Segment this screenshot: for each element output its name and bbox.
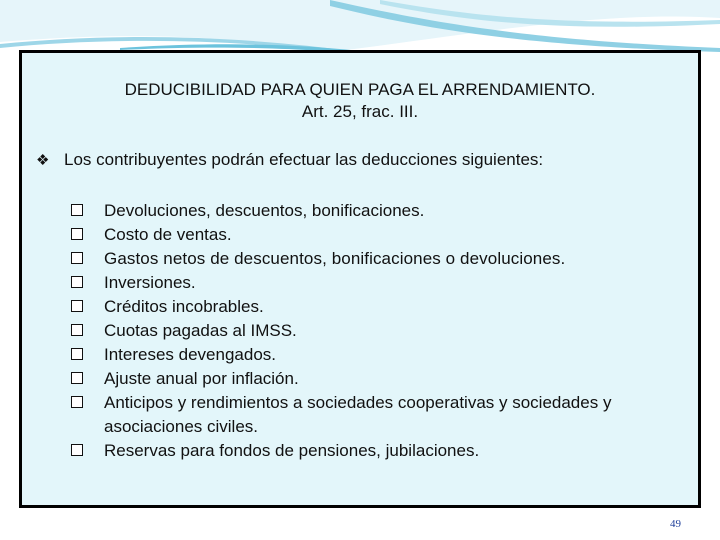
list-item [71, 391, 701, 439]
square-bullet-icon [71, 300, 83, 312]
square-bullet-icon [71, 276, 83, 288]
square-bullet-icon [71, 252, 83, 264]
list-item [71, 367, 701, 391]
list-item [71, 247, 701, 271]
list-item [71, 343, 701, 367]
list-item [71, 295, 701, 319]
list-item-text: Cuotas pagadas al IMSS. [104, 321, 297, 340]
list-item-text: Ajuste anual por inflación. [104, 369, 299, 388]
intro-text: Los contribuyentes podrán efectuar las deducciones siguientes: [64, 150, 544, 169]
square-bullet-icon [71, 324, 83, 336]
list-item-text: Devoluciones, descuentos, bonificaciones. [104, 201, 425, 220]
deductions-list [71, 199, 701, 463]
square-bullet-icon [71, 348, 83, 360]
intro-line [36, 150, 543, 170]
title-line-1: DEDUCIBILIDAD PARA QUIEN PAGA EL ARRENDAMIENTO. [124, 80, 596, 99]
square-bullet-icon [71, 444, 83, 456]
square-bullet-icon [71, 396, 83, 408]
diamond-bullet-icon: ❖ [36, 152, 50, 169]
list-item-text: Reservas para fondos de pensiones, jubilaciones. [104, 441, 480, 460]
list-item-text: Anticipos y rendimientos a sociedades cooperativas y sociedades y asociaciones civiles. [104, 393, 612, 436]
list-item [71, 271, 701, 295]
square-bullet-icon [71, 372, 83, 384]
list-item [71, 223, 701, 247]
list-item [71, 319, 701, 343]
list-item-text: Créditos incobrables. [104, 297, 264, 316]
list-item [71, 199, 701, 223]
square-bullet-icon [71, 204, 83, 216]
list-item-text: Intereses devengados. [104, 345, 277, 364]
list-item-text: Inversiones. [104, 273, 196, 292]
content-panel [19, 50, 701, 508]
list-item [71, 439, 701, 463]
list-item-text: Costo de ventas. [104, 225, 232, 244]
list-item-text: Gastos netos de descuentos, bonificaciones o devoluciones. [104, 249, 566, 268]
slide-title [22, 79, 698, 123]
square-bullet-icon [71, 228, 83, 240]
page-number: 49 [670, 518, 681, 530]
title-line-2: Art. 25, frac. III. [301, 102, 419, 121]
